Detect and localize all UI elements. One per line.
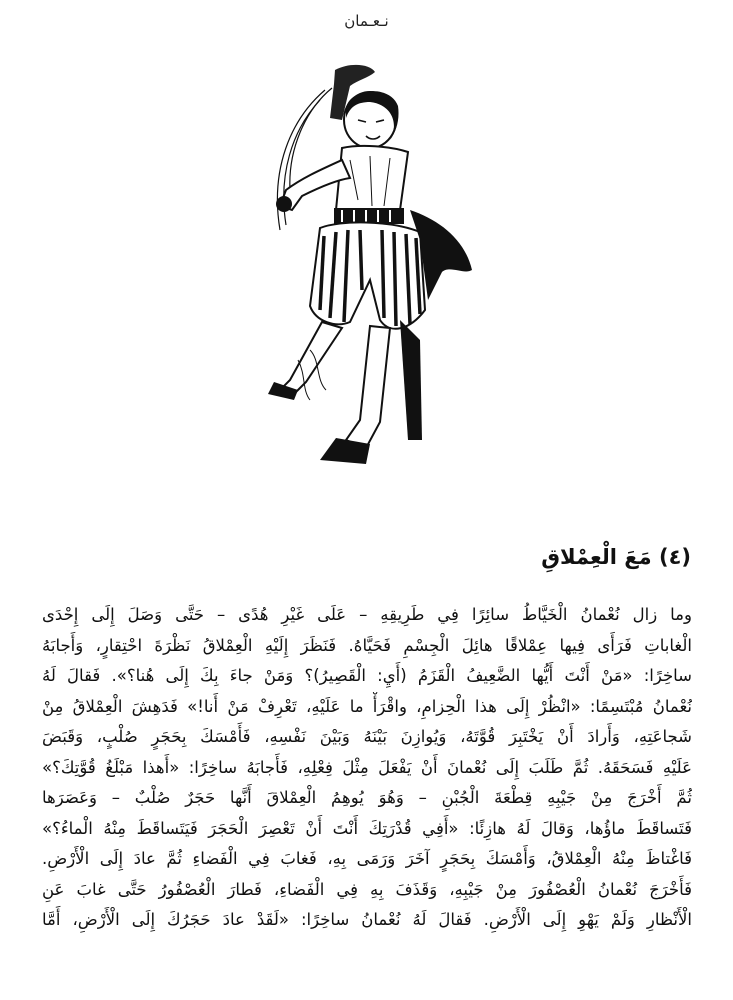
text-line: فَتَساقَطَ ماؤُها، وَقالَ لَهُ هازِئًا: «أَفِي قُدْرَتِكَ أَنْتَ أَنْ تَعْصِرَ الْحَجَرَ فَيَتَساقَطَ مِنْهُ الْماءُ؟» xyxy=(42,818,692,838)
text-line: فَاغْتاظَ مِنْهُ الْعِمْلاقُ، وَأَمْسَكَ بِحَجَرٍ آخَرَ وَرَمَى بِهِ، فَغابَ فِي الْفَضاءِ ثُمَّ عادَ إِلَى الْأَرْضِ. xyxy=(42,849,692,868)
swordsman-illustration-icon xyxy=(250,60,480,480)
text-line: ثُمَّ أَخْرَجَ مِنْ جَيْبِهِ قِطْعَةَ الْجُبْنِ – وَهُوَ يُوهِمُ الْعِمْلاقَ أَنَّها حَجَرٌ صُلْبٌ – وَعَصَرَها xyxy=(42,788,692,807)
text-line: الْغاباتِ فَرَأَى فِيها عِمْلاقًا هائِلَ الْجِسْمِ فَحَيَّاهُ. فَنَظَرَ إِلَيْهِ الْعِمْلاقُ نَظْرَةَ احْتِقارٍ، وَأَجابَهُ xyxy=(42,635,692,655)
text-line: وما زال نُعْمانُ الْخَيَّاطُ سائِرًا فِي طَرِيقِهِ – عَلَى غَيْرِ هُدًى – حَتَّى وَصَلَ إِلَى إِحْدَى xyxy=(42,605,692,624)
text-line: شَجاعَتِهِ، وَأَرادَ أَنْ يَخْتَبِرَ قُوَّتَهُ، وَيُوازِنَ بَيْنَهُ وَبَيْنَ نَفْسِهِ، فَأَمْسَكَ بِحَجَرٍ صُلْبٍ، وَقَبَضَ xyxy=(42,727,692,746)
text-line: ساخِرًا: «مَنْ أَنْتَ أَيُّها الضَّعِيفُ الْقَزَمُ (أَيِ: الْقَصِيرُ)؟ وَمَنْ جاءَ بِكَ إِلَى هُنا؟». فَقالَ لَهُ xyxy=(42,666,692,685)
chapter-title: (٤) مَعَ الْعِمْلاقِ xyxy=(541,545,691,569)
body-text xyxy=(42,600,692,936)
text-line: نُعْمانُ مُبْتَسِمًا: «انْظُرْ إِلَى هذا الْحِزامِ، واقْرَأْ ما عَلَيْهِ، تَعْرِفْ مَنْ أَنا!» فَدَهِشَ الْعِمْلاقُ مِنْ xyxy=(42,696,692,716)
running-header: نـعـمان xyxy=(344,12,389,30)
text-line: عَلَيْهِ فَسَحَقَهُ. ثُمَّ طَلَبَ إِلَى نُعْمانَ أَنْ يَفْعَلَ مِثْلَ فِعْلِهِ، فَأَجابَهُ ساخِرًا: «أَهذا مَبْلَغُ قُوَّتِكَ؟» xyxy=(42,757,692,777)
text-line: الْأَنْظارِ وَلَمْ يَهْوِ إِلَى الْأَرْضِ. فَقالَ لَهُ نُعْمانُ ساخِرًا: «لَقَدْ عادَ حَجَرُكَ إِلَى الْأَرْضِ، أَمَّا xyxy=(42,910,692,929)
text-line: فَأَخْرَجَ نُعْمانُ الْعُصْفُورَ مِنْ جَيْبِهِ، وَقَذَفَ بِهِ فِي الْفَضاءِ، فَطارَ الْعُصْفُورُ حَتَّى غابَ عَنِ xyxy=(42,879,692,899)
